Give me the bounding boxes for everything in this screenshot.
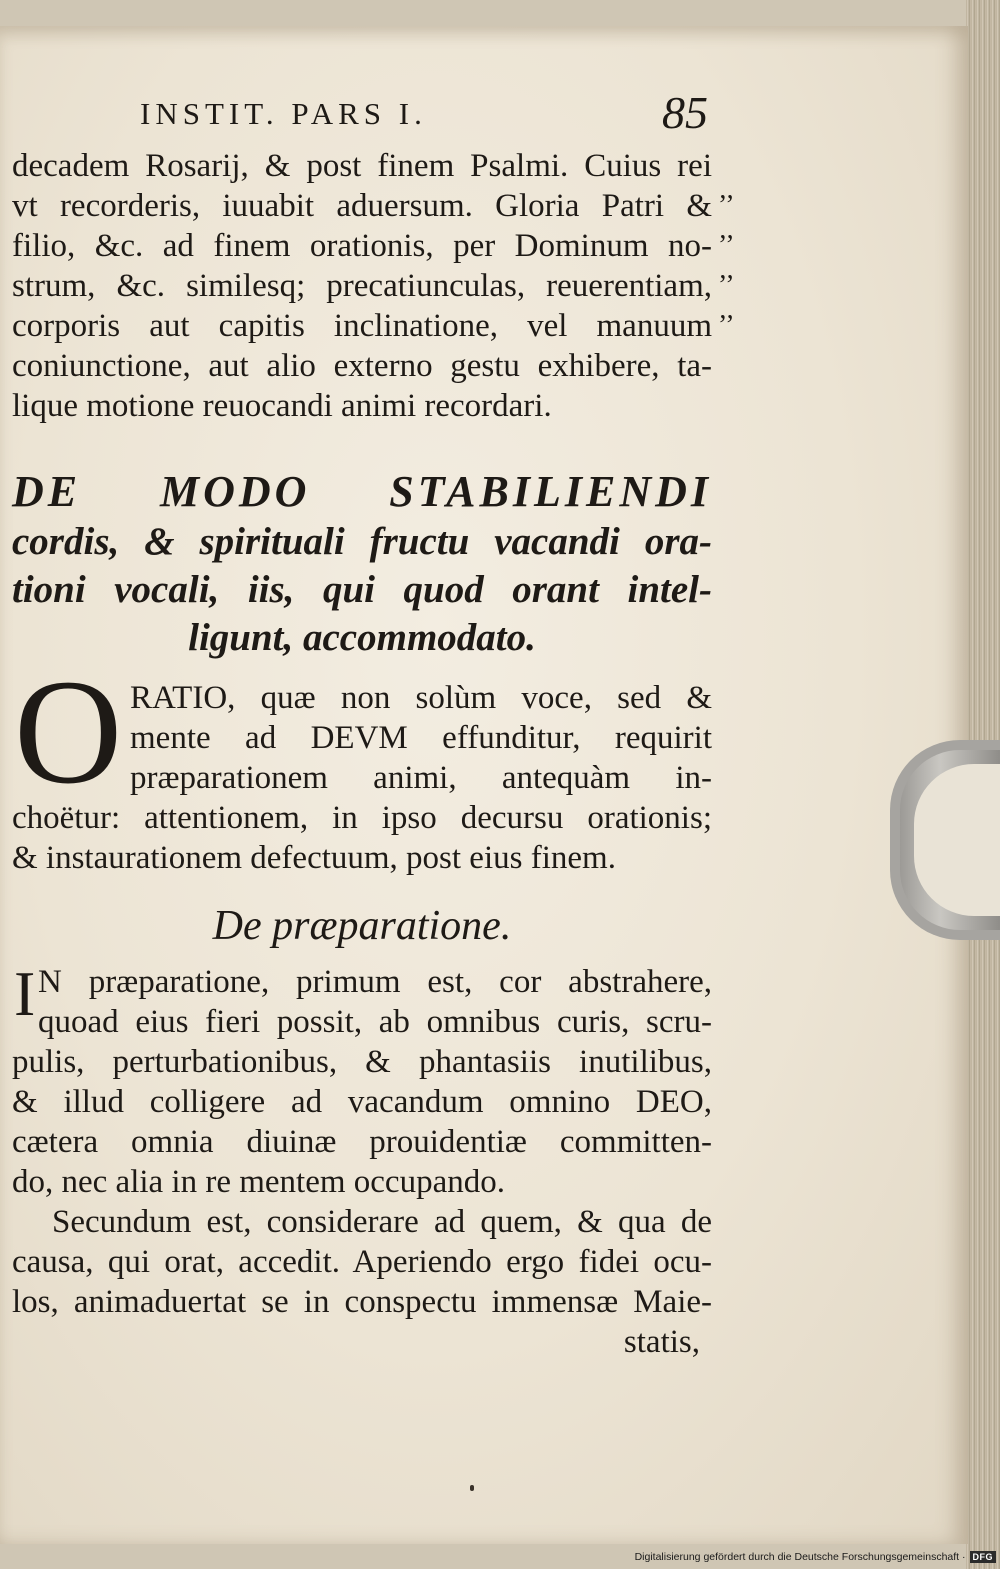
text-line: corporis aut capitis inclinatione, vel manuum <box>12 308 712 344</box>
digitization-footer <box>635 1549 996 1565</box>
text-line: los, animaduertat se in conspectu immensæ Maie- <box>12 1284 712 1320</box>
margin-quote: ’’ <box>718 230 735 261</box>
text-line: RATIO, quæ non solùm voce, sed & <box>130 680 712 716</box>
text-line: decadem Rosarij, & post finem Psalmi. Cuius rei <box>12 148 712 184</box>
text-line: quoad eius fieri possit, ab omnibus curis, scru- <box>38 1004 712 1040</box>
text-line: coniunctione, aut alio externo gestu exhibere, ta- <box>12 348 712 384</box>
page-number: 85 <box>662 87 708 138</box>
praeparatione-paragraph <box>12 958 712 1202</box>
footer-credit: Digitalisierung gefördert durch die Deutsche Forschungsgemeinschaft · <box>634 1551 966 1563</box>
section-heading-line: cordis, & spirituali fructu vacandi ora- <box>12 520 712 563</box>
sub-heading: De præparatione. <box>212 903 512 949</box>
catchword: statis, <box>623 1324 700 1360</box>
ink-dot <box>470 1485 474 1491</box>
secundum-paragraph <box>12 1202 712 1362</box>
page-text <box>12 87 712 1362</box>
text-line: & instaurationem defectuum, post eius finem. <box>12 840 616 876</box>
dfg-logo: DFG <box>970 1551 997 1563</box>
oratio-paragraph <box>12 649 712 878</box>
margin-quote: ’’ <box>718 190 735 221</box>
text-line: causa, qui orat, accedit. Aperiendo ergo fidei ocu- <box>12 1244 712 1280</box>
drop-cap: I <box>14 958 36 1029</box>
section-heading-line: tioni vocali, iis, qui quod orant intel- <box>12 568 712 611</box>
text-line: filio, &c. ad finem orationis, per Dominum no- <box>12 228 712 264</box>
margin-quote: ’’ <box>718 310 735 341</box>
text-line: do, nec alia in re mentem occupando. <box>12 1164 505 1200</box>
text-line: mente ad DEVM effunditur, requirit <box>130 720 712 756</box>
text-line: pulis, perturbationibus, & phantasiis inutilibus, <box>12 1044 712 1080</box>
running-head <box>12 87 712 146</box>
text-line: lique motione reuocandi animi recordari. <box>12 388 552 424</box>
drop-cap: O <box>14 649 123 815</box>
section-heading <box>12 466 712 662</box>
page-clip-opening <box>914 764 1000 916</box>
section-heading-line: ligunt, accommodato. <box>188 616 536 659</box>
text-line: & illud colligere ad vacandum omnino DEO, <box>12 1084 712 1120</box>
text-line: præparationem animi, antequàm in- <box>130 760 712 796</box>
margin-quote: ’’ <box>718 270 735 301</box>
page-clip <box>890 740 1000 940</box>
margin-quote-marks <box>718 186 768 346</box>
text-line: N præparatione, primum est, cor abstrahere, <box>38 964 712 1000</box>
section-heading-title: DE MODO STABILIENDI <box>12 467 712 516</box>
running-head-title: INSTIT. PARS I. <box>140 96 427 131</box>
text-line: choëtur: attentionem, in ipso decursu orationis; <box>12 800 712 836</box>
text-line: strum, &c. similesq; precatiunculas, reuerentiam, <box>12 268 712 304</box>
opening-lines <box>12 146 712 426</box>
text-line: vt recorderis, iuuabit aduersum. Gloria Patri & <box>12 188 712 224</box>
text-line: Secundum est, considerare ad quem, & qua de <box>52 1204 712 1240</box>
text-line: cætera omnia diuinæ prouidentiæ committen- <box>12 1124 712 1160</box>
